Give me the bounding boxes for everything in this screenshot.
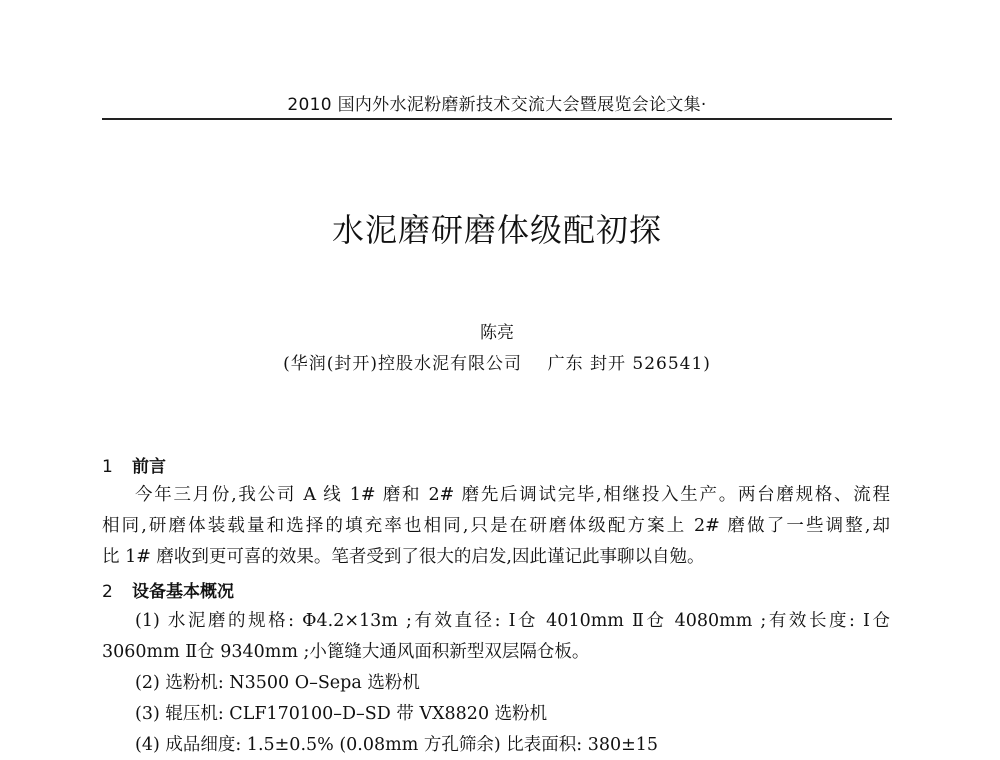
paragraph-line: 今年三月份,我公司 A 线 1# 磨和 2# 磨先后调试完毕,相继投入生产。两台磨规格、流程 xyxy=(135,485,890,505)
section-title: 前言 xyxy=(132,457,166,477)
section-title: 设备基本概况 xyxy=(132,582,234,602)
section-heading-2 xyxy=(102,577,234,602)
paper-title: 水泥磨研磨体级配初探 xyxy=(331,211,662,249)
section-number: 1 xyxy=(102,457,113,477)
list-item: (4) 成品细度: 1.5±0.5% (0.08mm 方孔筛余) 比表面积: 380±15 xyxy=(135,735,659,755)
list-item-continuation: 3060mm Ⅱ仓 9340mm ;小篦缝大通风面积新型双层隔仓板。 xyxy=(102,642,590,662)
section-heading-1 xyxy=(102,452,166,477)
list-item: (2) 选粉机: N3500 O–Sepa 选粉机 xyxy=(135,673,420,693)
list-item: (1) 水泥磨的规格: Φ4.2×13m ;有效直径: Ⅰ仓 4010mm Ⅱ仓 4080mm ;有效长度: Ⅰ仓 xyxy=(135,611,890,631)
list-item: (3) 辊压机: CLF170100–D–SD 带 VX8820 选粉机 xyxy=(135,704,548,724)
paragraph-line: 相同,研磨体装载量和选择的填充率也相同,只是在研磨体级配方案上 2# 磨做了一些调整,却 xyxy=(102,516,890,536)
author-affiliation: (华润(封开)控股水泥有限公司 广东 封开 526541) xyxy=(283,354,711,374)
author-name: 陈亮 xyxy=(480,323,514,343)
header-rule xyxy=(102,118,892,120)
section-number: 2 xyxy=(102,582,113,602)
paragraph-line: 比 1# 磨收到更可喜的效果。笔者受到了很大的启发,因此谨记此事聊以自勉。 xyxy=(102,547,705,567)
running-header: 2010 国内外水泥粉磨新技术交流大会暨展览会论文集· xyxy=(287,95,707,115)
